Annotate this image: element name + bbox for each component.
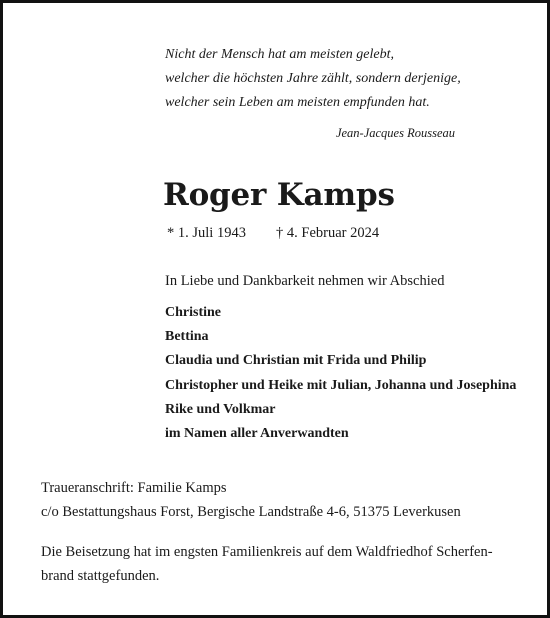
burial-note-line-2: brand stattgefunden. — [41, 568, 160, 584]
mourning-address-line-1: Traueranschrift: Familie Kamps — [41, 480, 227, 496]
quote-line-3: welcher sein Leben am meisten empfunden hat. — [165, 95, 430, 110]
family-member-line: Bettina — [165, 329, 209, 344]
mourning-address-line-2: c/o Bestattungshaus Forst, Bergische Landstraße 4-6, 51375 Leverkusen — [41, 504, 461, 520]
quote-line-2: welcher die höchsten Jahre zählt, sondern derjenige, — [165, 71, 461, 86]
family-member-line: Christopher und Heike mit Julian, Johanna und Josephina — [165, 378, 517, 393]
family-member-line: Christine — [165, 305, 221, 320]
family-member-line: im Namen aller Anverwandten — [165, 426, 349, 441]
death-date: † 4. Februar 2024 — [276, 225, 380, 241]
farewell-intro: In Liebe und Dankbarkeit nehmen wir Abschied — [165, 273, 445, 289]
family-member-line: Rike und Volkmar — [165, 402, 276, 417]
deceased-name: Roger Kamps — [163, 177, 395, 213]
family-member-line: Claudia und Christian mit Frida und Philip — [165, 353, 427, 368]
burial-note-line-1: Die Beisetzung hat im engsten Familienkreis auf dem Waldfriedhof Scherfen- — [41, 544, 493, 560]
quote-author: Jean-Jacques Rousseau — [335, 126, 455, 140]
quote-line-1: Nicht der Mensch hat am meisten gelebt, — [165, 47, 395, 62]
birth-date: * 1. Juli 1943 — [167, 225, 246, 241]
